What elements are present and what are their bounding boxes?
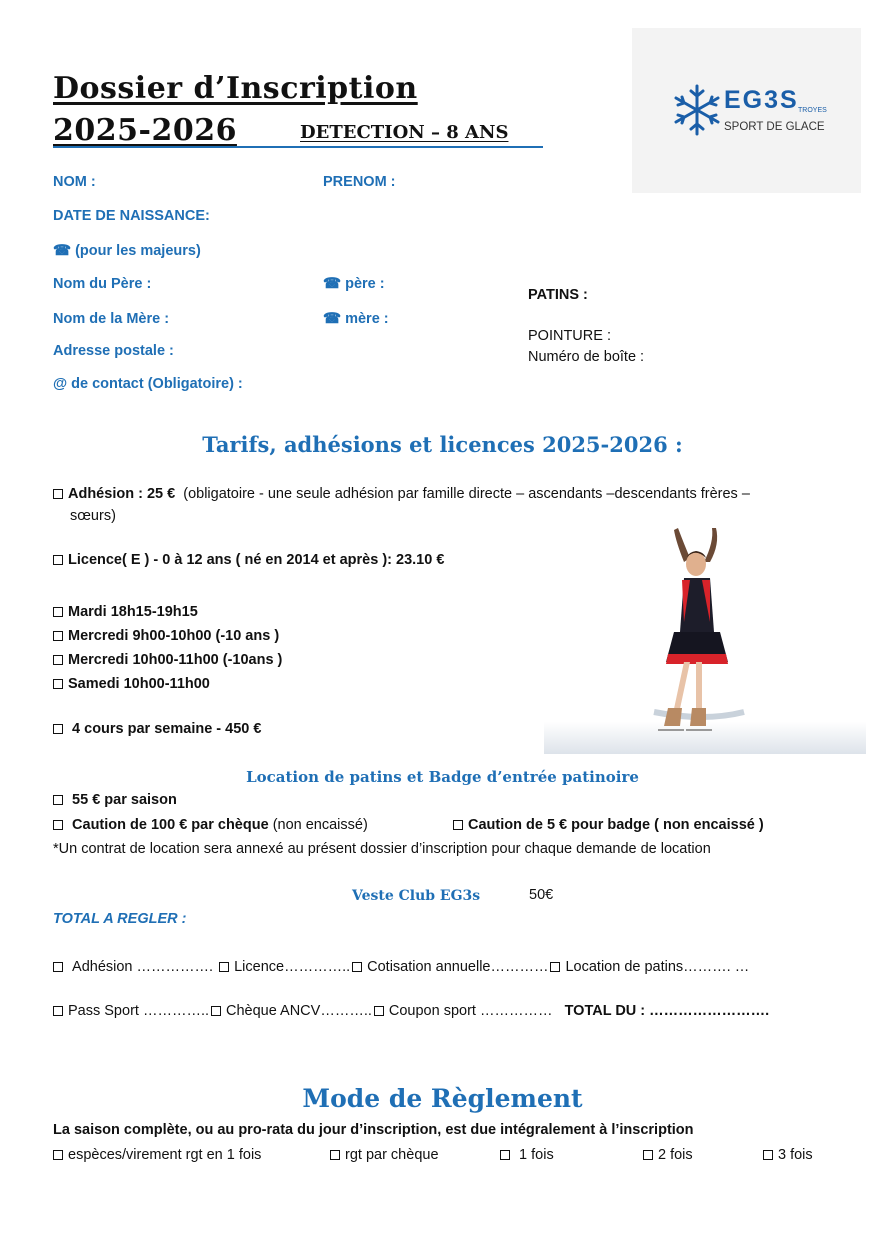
one-time-checkbox[interactable]: [500, 1150, 510, 1160]
adhesion-checkbox[interactable]: [53, 489, 63, 499]
field-nom-pere: Nom du Père :: [53, 276, 152, 292]
cours-checkbox[interactable]: [53, 607, 63, 617]
field-tel-majeurs: ☎ (pour les majeurs): [53, 243, 201, 259]
total-item-licence: Licence…………..: [234, 959, 351, 975]
field-patins: PATINS :: [528, 287, 588, 303]
field-nom: NOM :: [53, 174, 96, 190]
field-tel-mere: ☎ mère :: [323, 311, 389, 327]
veste-label: Veste Club EG3s: [352, 888, 481, 904]
location-saison-checkbox[interactable]: [53, 795, 63, 805]
adhesion-total-checkbox[interactable]: [53, 962, 63, 972]
cours-checkbox[interactable]: [53, 655, 63, 665]
total-du: TOTAL DU : …………………….: [564, 1003, 770, 1019]
caution-note: (non encaissé): [272, 817, 368, 833]
total-line-2: [53, 1003, 769, 1019]
page-title: Dossier d’Inscription: [53, 71, 418, 106]
reglement-intro: La saison complète, ou au pro-rata du jour d’inscription, est due intégralement à l’inscription: [53, 1122, 694, 1138]
category-subtitle: DETECTION – 8 ANS: [300, 122, 509, 143]
badge-label: Caution de 5 € pour badge ( non encaissé ): [468, 817, 764, 833]
reglement-heading: Mode de Règlement: [302, 1084, 583, 1113]
total-item-ancv: Chèque ANCV………..: [226, 1003, 372, 1019]
adhesion-item[interactable]: [53, 486, 750, 502]
adhesion-note-cont: sœurs): [70, 508, 116, 524]
adhesion-label: Adhésion : 25 €: [68, 486, 176, 502]
location-total-checkbox[interactable]: [550, 962, 560, 972]
field-date-naissance: DATE DE NAISSANCE:: [53, 208, 210, 224]
cours-item-samedi[interactable]: [53, 672, 282, 696]
cours-item-mercredi-10h[interactable]: [53, 648, 282, 672]
cours-item-mercredi-9h[interactable]: [53, 624, 282, 648]
cours-label: Mercredi 9h00-10h00 (-10 ans ): [68, 628, 280, 644]
cours-item-mardi[interactable]: [53, 600, 282, 624]
field-contact: @ de contact (Obligatoire) :: [53, 376, 243, 392]
total-item-coupon: Coupon sport ……………: [388, 1003, 553, 1019]
forfait-checkbox[interactable]: [53, 724, 63, 734]
logo-name: EG3S: [724, 86, 799, 114]
reglement-option-2-fois[interactable]: [643, 1147, 693, 1163]
reglement-option-1-fois[interactable]: [500, 1147, 554, 1163]
field-tel-pere: ☎ père :: [323, 276, 385, 292]
especes-checkbox[interactable]: [53, 1150, 63, 1160]
total-item-adhesion: Adhésion …………….: [72, 959, 214, 975]
field-adresse: Adresse postale :: [53, 343, 174, 359]
two-times-checkbox[interactable]: [643, 1150, 653, 1160]
option-label: 2 fois: [658, 1147, 693, 1163]
option-label: 3 fois: [778, 1147, 813, 1163]
badge-checkbox[interactable]: [453, 820, 463, 830]
cours-label: Samedi 10h00-11h00: [68, 676, 210, 692]
total-line-1: [53, 959, 749, 975]
cheque-checkbox[interactable]: [330, 1150, 340, 1160]
option-label: espèces/virement rgt en 1 fois: [68, 1147, 262, 1163]
season-year: 2025-2026: [53, 113, 237, 148]
option-label: rgt par chèque: [345, 1147, 439, 1163]
cotisation-checkbox[interactable]: [352, 962, 362, 972]
adhesion-note: (obligatoire - une seule adhésion par famille directe – ascendants –descendants frères –: [183, 486, 750, 502]
location-saison-label: 55 € par saison: [72, 792, 177, 808]
field-prenom: PRENOM :: [323, 174, 396, 190]
forfait-label: 4 cours par semaine - 450 €: [72, 721, 262, 737]
option-label: 1 fois: [519, 1147, 554, 1163]
total-item-location: Location de patins………. …: [565, 959, 750, 975]
club-logo: [632, 28, 861, 193]
snowflake-icon: [672, 83, 722, 137]
skater-photo: [544, 522, 866, 754]
forfait-item[interactable]: [53, 721, 261, 737]
reglement-option-especes[interactable]: [53, 1147, 261, 1163]
caution-label: Caution de 100 € par chèque: [72, 817, 269, 833]
field-nom-mere: Nom de la Mère :: [53, 311, 170, 327]
field-numero-boite: Numéro de boîte :: [528, 349, 645, 365]
figure-skater-icon: [544, 522, 866, 754]
caution-item[interactable]: [53, 817, 368, 833]
cours-checkbox[interactable]: [53, 679, 63, 689]
total-item-cotisation: Cotisation annuelle…………: [367, 959, 549, 975]
cours-label: Mardi 18h15-19h15: [68, 604, 198, 620]
location-note: *Un contrat de location sera annexé au présent dossier d’inscription pour chaque demande de location: [53, 841, 711, 857]
licence-item[interactable]: [53, 552, 444, 568]
logo-subtitle: SPORT DE GLACE: [724, 121, 825, 133]
coupon-checkbox[interactable]: [374, 1006, 384, 1016]
cours-label: Mercredi 10h00-11h00 (-10ans ): [68, 652, 283, 668]
reglement-option-cheque[interactable]: [330, 1147, 439, 1163]
three-times-checkbox[interactable]: [763, 1150, 773, 1160]
ancv-checkbox[interactable]: [211, 1006, 221, 1016]
title-rule: [53, 146, 543, 148]
total-item-pass-sport: Pass Sport …………..: [68, 1003, 210, 1019]
veste-price: 50€: [529, 887, 554, 903]
total-heading: TOTAL A REGLER :: [53, 911, 187, 927]
pass-sport-checkbox[interactable]: [53, 1006, 63, 1016]
reglement-option-3-fois[interactable]: [763, 1147, 813, 1163]
logo-city: TROYES: [798, 107, 827, 114]
cours-checkbox[interactable]: [53, 631, 63, 641]
licence-checkbox[interactable]: [53, 555, 63, 565]
cours-list: [53, 600, 282, 696]
location-heading: Location de patins et Badge d’entrée patinoire: [246, 768, 639, 786]
caution-checkbox[interactable]: [53, 820, 63, 830]
licence-label: Licence( E ) - 0 à 12 ans ( né en 2014 et après ): 23.10 €: [68, 552, 445, 568]
tarifs-heading: Tarifs, adhésions et licences 2025-2026 :: [202, 432, 683, 457]
licence-total-checkbox[interactable]: [219, 962, 229, 972]
location-saison-item[interactable]: [53, 792, 177, 808]
field-pointure: POINTURE :: [528, 328, 611, 344]
badge-item[interactable]: [453, 817, 764, 833]
